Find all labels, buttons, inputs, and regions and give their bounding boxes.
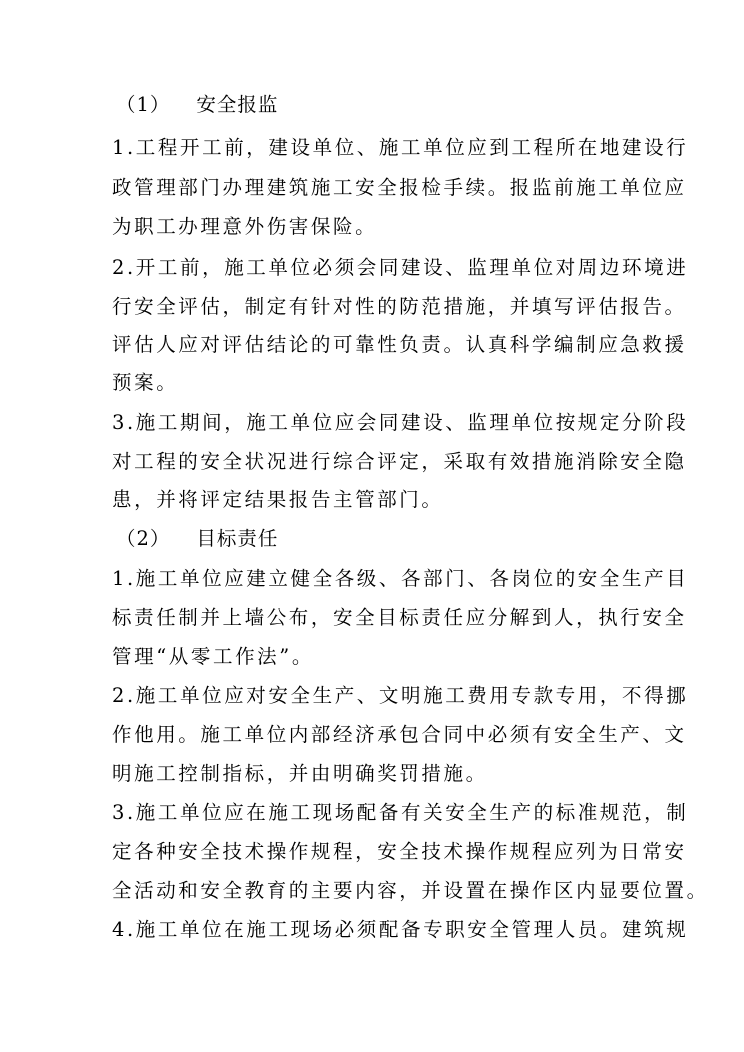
paragraph-line: 3.施工期间，施工单位应会同建设、监理单位按规定分阶段 — [112, 411, 689, 434]
paragraph-line: 患，并将评定结果报告主管部门。 — [112, 488, 444, 511]
paragraph-line: 明施工控制指标，并由明确奖罚措施。 — [112, 762, 488, 785]
paragraph-line: 对工程的安全状况进行综合评定，采取有效措施消除安全隐 — [112, 450, 687, 473]
paragraph-line: 评估人应对评估结论的可靠性负责。认真科学编制应急救援 — [112, 333, 687, 356]
paragraph-line: 1.施工单位应建立健全各级、各部门、各岗位的安全生产目 — [112, 567, 689, 590]
paragraph-line: 2.施工单位应对安全生产、文明施工费用专款专用，不得挪 — [112, 684, 689, 707]
section-title: 目标责任 — [196, 527, 279, 550]
section-number: （1） — [116, 93, 171, 116]
paragraph-line: 全活动和安全教育的主要内容，并设置在操作区内显要位置。 — [112, 879, 709, 902]
paragraph-line: 管理“从零工作法”。 — [112, 645, 314, 668]
section-heading-2 — [116, 527, 646, 551]
paragraph-line: 行安全评估，制定有针对性的防范措施，并填写评估报告。 — [112, 295, 687, 318]
paragraph-line: 4.施工单位在施工现场必须配备专职安全管理人员。建筑规 — [112, 918, 689, 941]
paragraph-line: 3.施工单位应在施工现场配备有关安全生产的标准规范，制 — [112, 801, 689, 824]
paragraph-line: 预案。 — [112, 371, 179, 394]
section-title: 安全报监 — [196, 93, 279, 116]
paragraph-line: 作他用。施工单位内部经济承包合同中必须有安全生产、文 — [112, 723, 687, 746]
paragraph-line: 2.开工前，施工单位必须会同建设、监理单位对周边环境进 — [112, 256, 689, 279]
paragraph-line: 为职工办理意外伤害保险。 — [112, 215, 378, 238]
section-heading-1 — [116, 93, 646, 117]
paragraph-line: 标责任制并上墙公布，安全目标责任应分解到人，执行安全 — [112, 606, 687, 629]
paragraph-line: 政管理部门办理建筑施工安全报检手续。报监前施工单位应 — [112, 176, 687, 199]
section-number: （2） — [116, 527, 171, 550]
paragraph-line: 定各种安全技术操作规程，安全技术操作规程应列为日常安 — [112, 840, 687, 863]
paragraph-line: 1.工程开工前，建设单位、施工单位应到工程所在地建设行 — [112, 136, 689, 159]
